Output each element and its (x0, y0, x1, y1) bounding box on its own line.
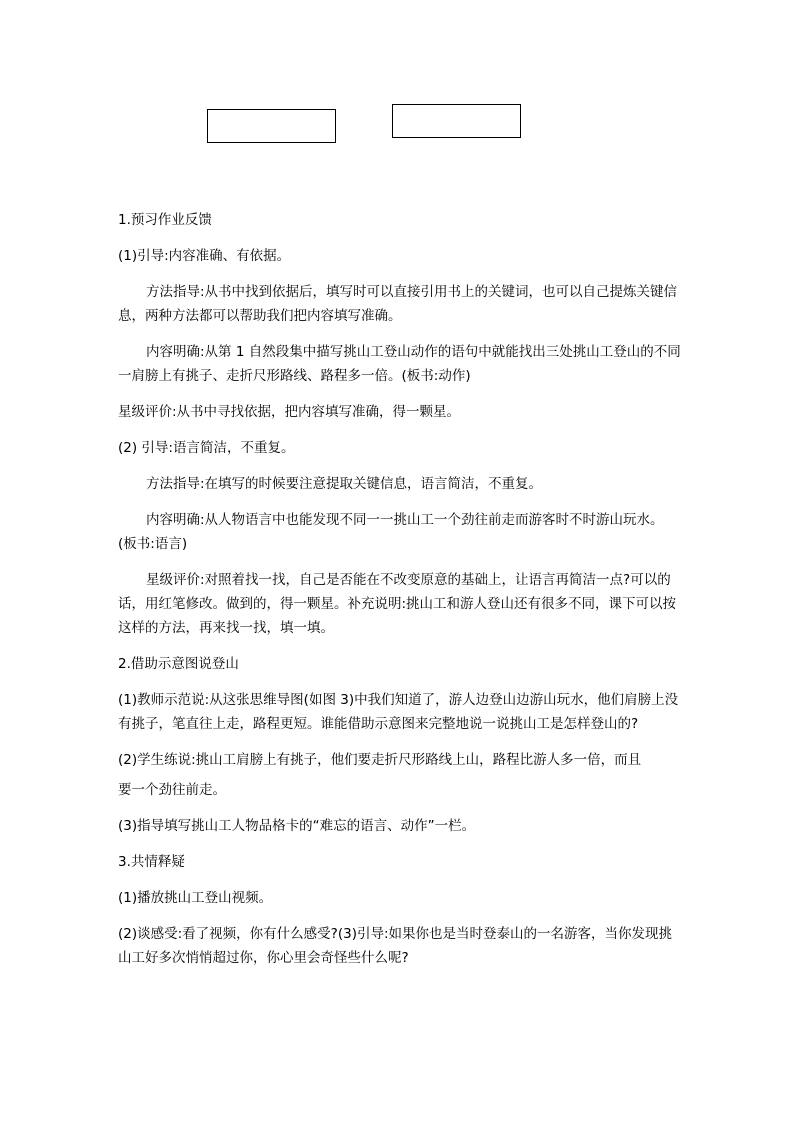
section-1-title: 1.预习作业反馈 (118, 212, 212, 228)
section-2-item-2: (2)学生练说:挑山工肩膀上有挑子，他们要走折尺形路线上山，路程比游人多一倍，而且 (118, 752, 642, 768)
section-1-item-2: (2) 引导:语言简洁，不重复。 (118, 440, 295, 456)
section-1-method-1: 方法指导:从书中找到依据后，填写时可以直接引用书上的关键词，也可以自己提炼关键信息，两种方法都可以帮助我们把内容填写准确。 (118, 284, 678, 324)
document-body (118, 208, 682, 982)
section-1-method-2: 方法指导:在填写的时候要注意提取关键信息，语言简洁，不重复。 (146, 476, 543, 492)
section-1-item-1: (1)引导:内容准确、有依据。 (118, 248, 291, 264)
section-2-item-3: (3)指导填写挑山工人物品格卡的“难忘的语言、动作”一栏。 (118, 818, 476, 834)
blank-box-left (207, 109, 336, 143)
section-3-item-1: (1)播放挑山工登山视频。 (118, 890, 273, 906)
section-1-rating-1: 星级评价:从书中寻找依据，把内容填写准确，得一颗星。 (118, 404, 461, 420)
section-1-rating-2: 星级评价:对照着找一找，自己是否能在不改变原意的基础上，让语言再简洁一点?可以的话，用红笔修改。做到的，得一颗星。补充说明:挑山工和游人登山还有很多不同，课下可以按这样的方法，再来找一找，填一填。 (118, 572, 677, 636)
section-2-item-1: (1)教师示范说:从这张思维导图(如图 3)中我们知道了，游人边登山边游山玩水，他们肩膀上没有挑子，笔直往上走，路程更短。谁能借助示意图来完整地说一说挑山工是怎样登山的? (118, 692, 679, 732)
section-1-content-1: 内容明确:从第 1 自然段集中描写挑山工登山动作的语句中就能找出三处挑山工登山的不同一肩膀上有挑子、走折尺形路线、路程多一倍。(板书:动作) (118, 344, 681, 384)
section-1-content-2: 内容明确:从人物语言中也能发现不同一一挑山工一个劲往前走而游客时不时游山玩水。(板书:语言) (118, 512, 664, 552)
section-2-title: 2.借助示意图说登山 (118, 656, 239, 672)
section-3-item-2: (2)谈感受:看了视频，你有什么感受?(3)引导:如果你也是当时登泰山的一名游客，当你发现挑山工好多次悄悄超过你，你心里会奇怪些什么呢? (118, 926, 673, 966)
section-2-item-2-cont: 要一个劲往前走。 (118, 782, 226, 798)
blank-box-right (392, 104, 521, 138)
section-3-title: 3.共情释疑 (118, 854, 185, 870)
